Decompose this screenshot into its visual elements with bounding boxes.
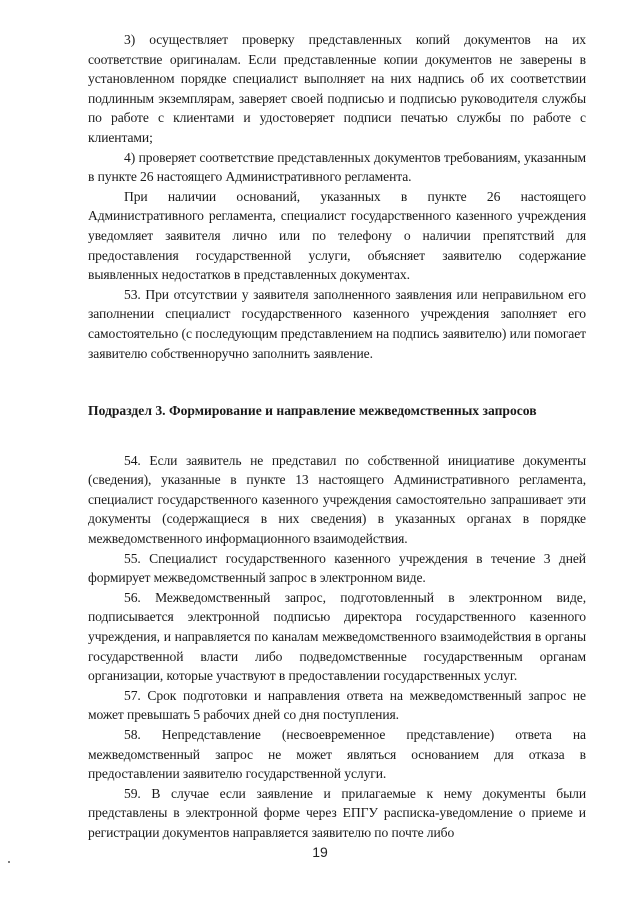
paragraph-56: 56. Межведомственный запрос, подготовленный в электронном виде, подписывается электронной подписью директора государственного казенного учреждения, и направляется по каналам межведомственного взаимодействия в органы государственной власти либо подведомственные государственным органам организации, которые участвуют в предоставлении государственных услуг. xyxy=(88,589,586,684)
paragraph-item-3: 3) осуществляет проверку представленных копий документов на их соответствие оригиналам. Если представленные копии документов не заверены в установленном порядке специалист выполняет на них надпись об их соответствии подлинным экземплярам, заверяет своей подписью и подписью руководителя службы по работе с клиентами и удостоверяет подписи печатью службы по работе с клиентами; xyxy=(88,32,586,145)
paragraph-58: 58. Непредставление (несвоевременное представление) ответа на межведомственный запрос не может являться основанием для отказа в предоставлении заявителю государственной услуги. xyxy=(88,727,586,782)
scan-artifact xyxy=(8,861,10,863)
paragraph-54: 54. Если заявитель не представил по собственной инициативе документы (сведения), указанные в пункте 13 настоящего Административного регламента, специалист государственного казенного учреждения самостоятельно запрашивает эти документы (содержащиеся в них сведения) в указанных органах в порядке межведомственного информационного взаимодействия. xyxy=(88,452,586,547)
document-page xyxy=(88,30,586,843)
paragraph-59: 59. В случае если заявление и прилагаемые к нему документы были представлены в электронной форме через ЕПГУ расписка-уведомление о приеме и регистрации документов направляется заявителю по почте либо xyxy=(88,785,586,840)
page-number: 19 xyxy=(312,844,328,860)
section-heading: Подраздел 3. Формирование и направление межведомственных запросов xyxy=(88,403,537,419)
paragraph-55: 55. Специалист государственного казенного учреждения в течение 3 дней формирует межведомственный запрос в электронном виде. xyxy=(88,550,586,586)
paragraph-57: 57. Срок подготовки и направления ответа на межведомственный запрос не может превышать 5 рабочих дней со дня поступления. xyxy=(88,687,586,723)
paragraph-53: 53. При отсутствии у заявителя заполненного заявления или неправильном его заполнении специалист государственного казенного учреждения заполняет его самостоятельно (с последующим представлением на подпись заявителю) или помогает заявителю собственноручно заполнить заявление. xyxy=(88,286,586,361)
paragraph-item-4: 4) проверяет соответствие представленных документов требованиям, указанным в пункте 26 настоящего Административного регламента. xyxy=(88,149,586,185)
paragraph-obstacles-notice: При наличии оснований, указанных в пункте 26 настоящего Административного регламента, специалист государственного казенного учреждения уведомляет заявителя лично или по телефону о наличии препятствий для предоставления государственной услуги, объясняет заявителю содержание выявленных недостатков в представленных документах. xyxy=(88,188,586,283)
